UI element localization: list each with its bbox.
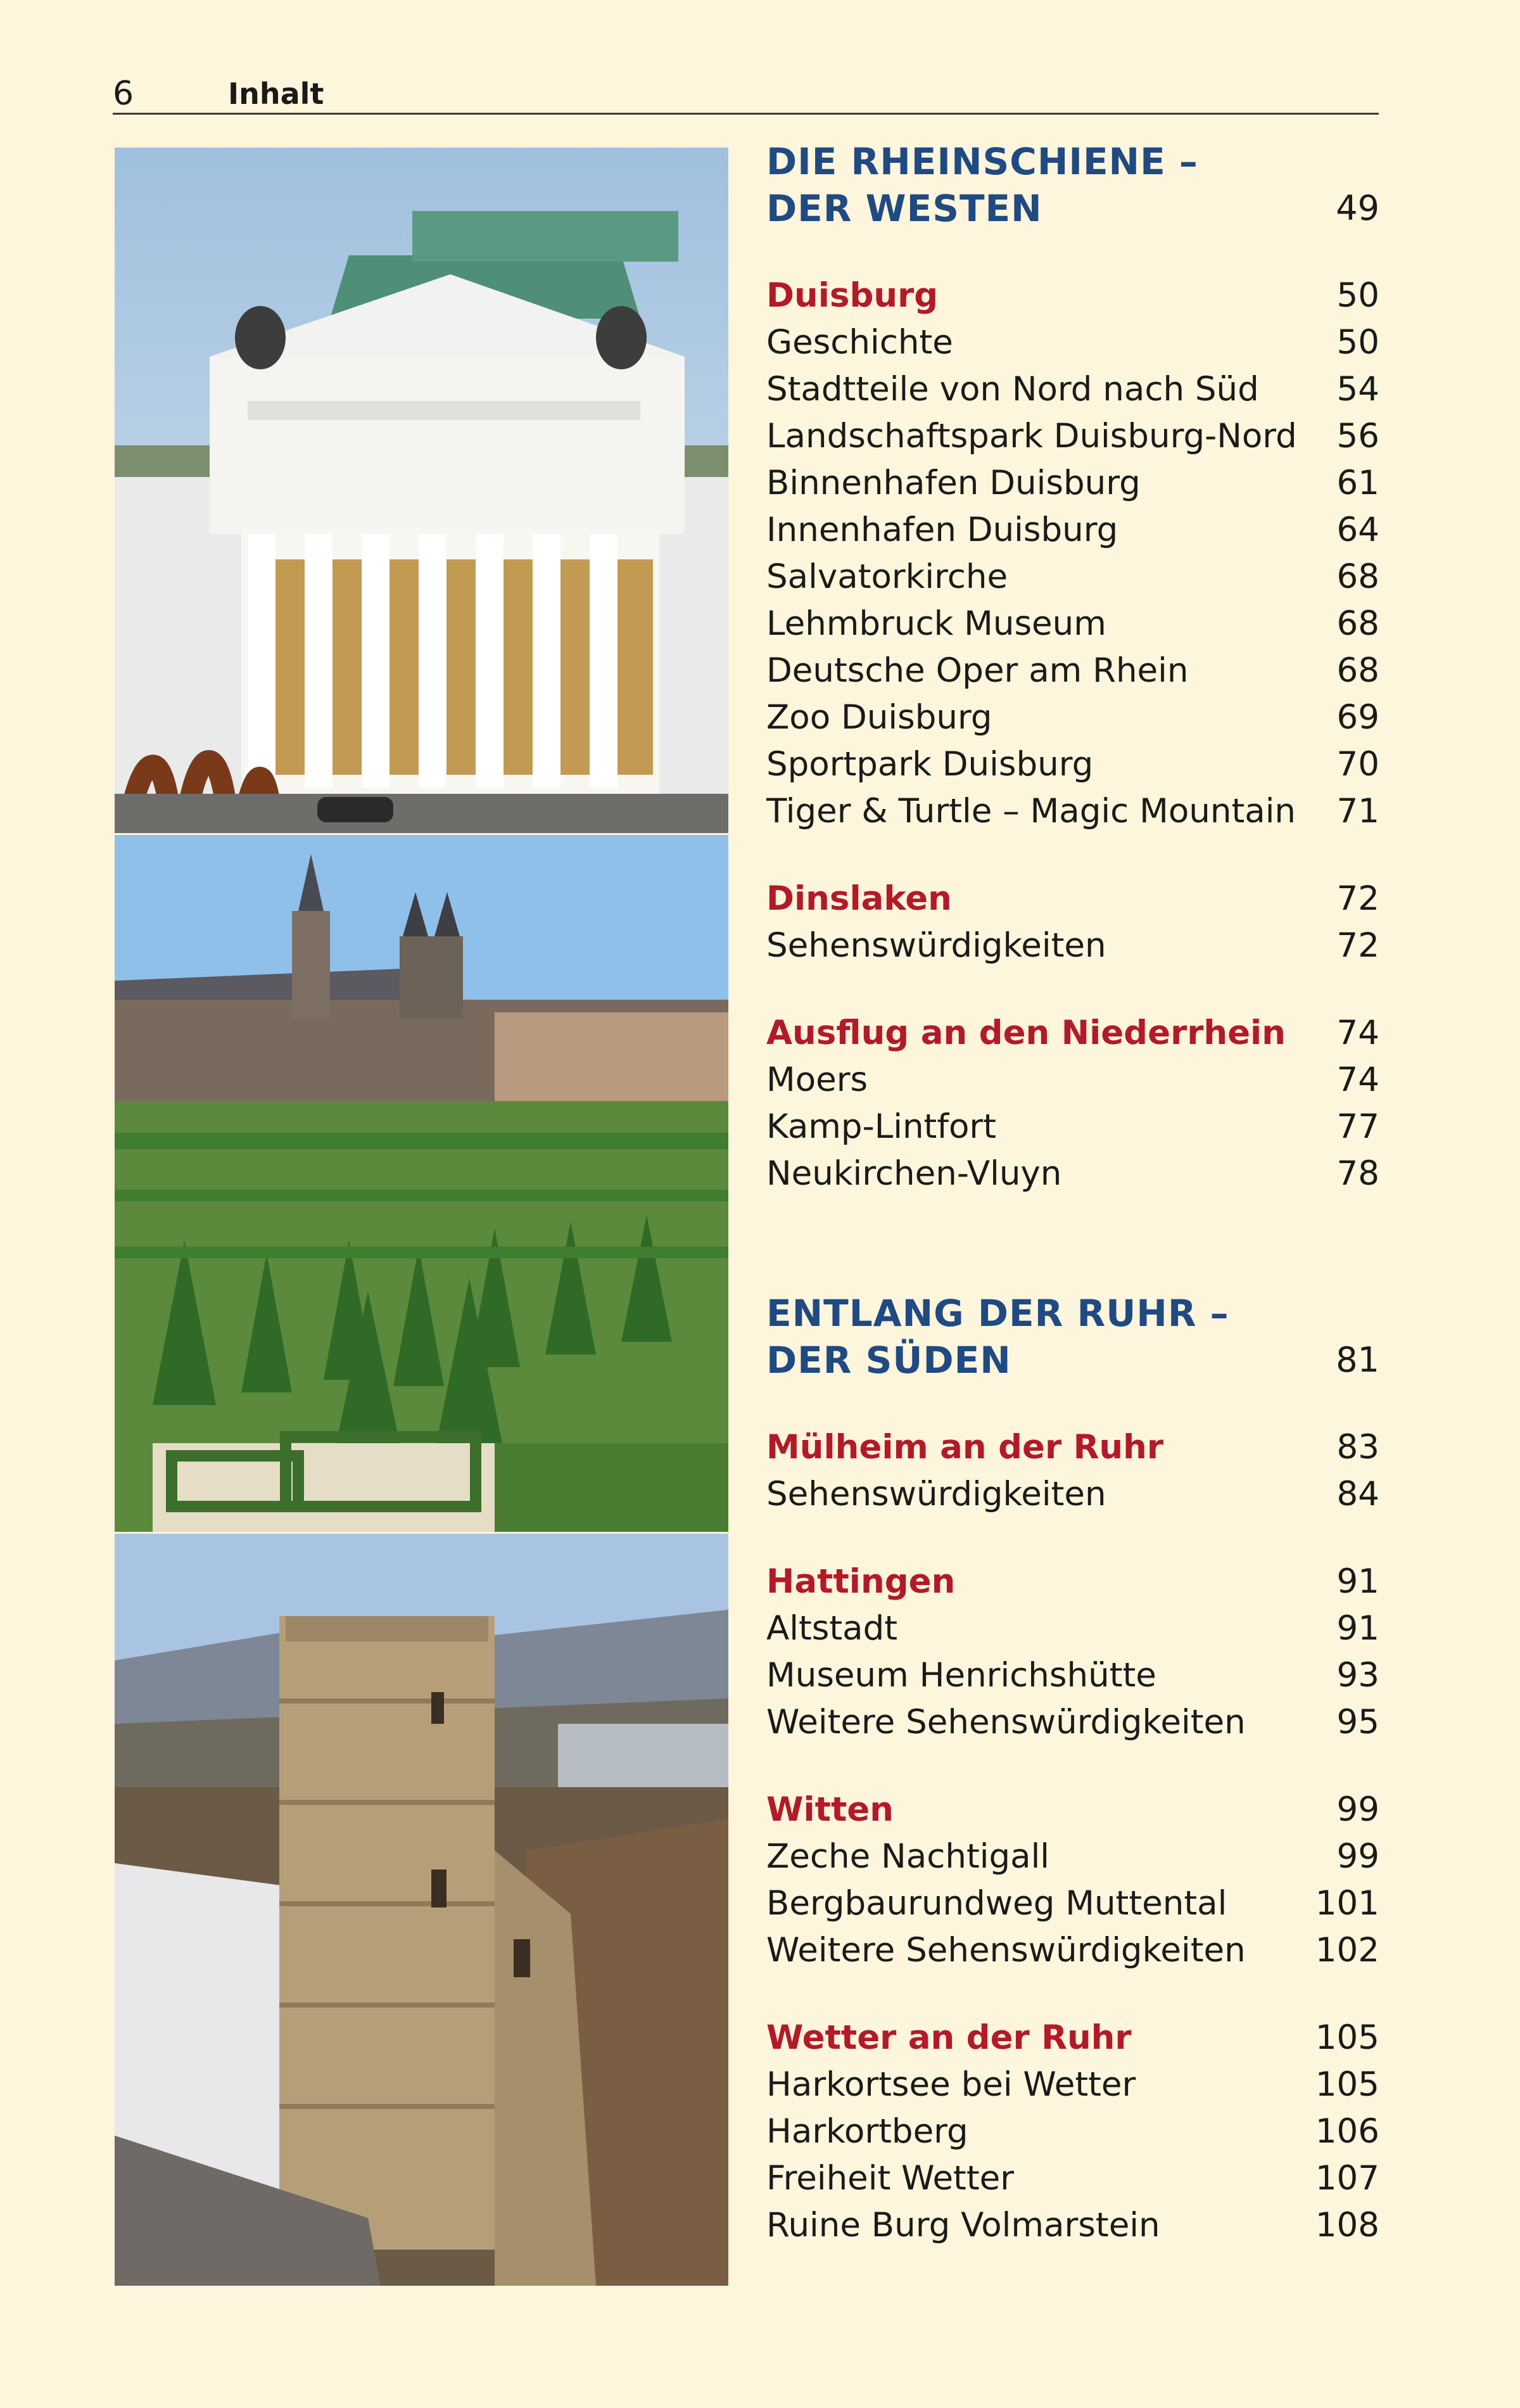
toc-entry[interactable]	[766, 1880, 1379, 1927]
entry-label: Moers	[766, 1061, 868, 1099]
page-number: 6	[113, 75, 134, 113]
entry-label: Weitere Sehenswürdigkeiten	[766, 1703, 1246, 1742]
toc-entry[interactable]	[766, 1057, 1379, 1104]
toc-chapter-entry[interactable]	[766, 876, 1379, 922]
entry-page: 71	[1336, 792, 1379, 831]
entry-page: 77	[1336, 1107, 1379, 1146]
toc-entry[interactable]	[766, 788, 1379, 835]
chapter-label: Wetter an der Ruhr	[766, 2018, 1132, 2057]
toc-entry[interactable]	[766, 554, 1379, 601]
entry-page: 61	[1336, 464, 1379, 502]
toc-entry[interactable]	[766, 366, 1379, 413]
entry-page: 95	[1336, 1703, 1379, 1742]
entry-page: 50	[1336, 323, 1379, 362]
toc-entry[interactable]	[766, 319, 1379, 366]
toc-entry[interactable]	[766, 2108, 1379, 2155]
entry-label: Neukirchen-Vluyn	[766, 1154, 1062, 1193]
entry-page: 56	[1336, 417, 1379, 455]
toc-entry[interactable]	[766, 507, 1379, 554]
section-title-line-2: DER SÜDEN	[766, 1339, 1011, 1382]
entry-label: Lehmbruck Museum	[766, 604, 1106, 643]
chapter-label: Duisburg	[766, 276, 939, 315]
toc-entry[interactable]	[766, 460, 1379, 507]
theater-building-photo	[115, 148, 728, 833]
section-rheinschiene	[766, 138, 1379, 1197]
toc-entry[interactable]	[766, 2202, 1379, 2249]
entry-page: 108	[1315, 2206, 1379, 2245]
entry-label: Innenhafen Duisburg	[766, 511, 1118, 549]
toc-entry[interactable]	[766, 2061, 1379, 2108]
chapter-page: 83	[1336, 1428, 1379, 1467]
section-heading[interactable]	[766, 138, 1379, 232]
entry-label: Sportpark Duisburg	[766, 745, 1094, 784]
toc-entry[interactable]	[766, 741, 1379, 788]
section-title-line-1: ENTLANG DER RUHR –	[766, 1292, 1229, 1335]
toc-chapter-entry[interactable]	[766, 1787, 1379, 1833]
toc-entry[interactable]	[766, 413, 1379, 460]
entry-label: Freiheit Wetter	[766, 2159, 1015, 2198]
entry-page: 69	[1336, 698, 1379, 737]
entry-page: 107	[1315, 2159, 1379, 2198]
chapter-label: Dinslaken	[766, 879, 952, 918]
entry-label: Geschichte	[766, 323, 953, 362]
entry-label: Sehenswürdigkeiten	[766, 926, 1106, 965]
entry-label: Stadtteile von Nord nach Süd	[766, 370, 1259, 409]
entry-label: Museum Henrichshütte	[766, 1656, 1156, 1695]
toc-entry[interactable]	[766, 601, 1379, 647]
entry-page: 91	[1336, 1609, 1379, 1648]
chapter-label: Witten	[766, 1790, 894, 1829]
toc-entry[interactable]	[766, 647, 1379, 694]
chapter-page: 105	[1315, 2018, 1379, 2057]
chapter-group-hattingen	[766, 1558, 1379, 1746]
chapter-label: Ausflug an den Niederrhein	[766, 1014, 1286, 1052]
entry-label: Kamp-Lintfort	[766, 1107, 996, 1146]
theater-building-illustration	[115, 148, 728, 833]
chapter-label: Hattingen	[766, 1562, 956, 1601]
chapter-page: 99	[1336, 1790, 1379, 1829]
toc-chapter-entry[interactable]	[766, 1424, 1379, 1471]
toc-entry[interactable]	[766, 1150, 1379, 1197]
entry-page: 68	[1336, 651, 1379, 690]
chapter-label: Mülheim an der Ruhr	[766, 1428, 1163, 1467]
entry-page: 93	[1336, 1656, 1379, 1695]
table-of-contents	[766, 138, 1379, 2249]
chapter-group-witten	[766, 1787, 1379, 1974]
toc-entry[interactable]	[766, 1104, 1379, 1150]
section-title-line-1: DIE RHEINSCHIENE –	[766, 140, 1198, 183]
entry-label: Tiger & Turtle – Magic Mountain	[766, 792, 1296, 831]
entry-label: Binnenhafen Duisburg	[766, 464, 1141, 502]
chapter-group-muelheim	[766, 1424, 1379, 1518]
photo-column	[115, 148, 728, 2286]
entry-label: Harkortberg	[766, 2112, 968, 2151]
chapter-page: 72	[1336, 879, 1379, 918]
chapter-page: 91	[1336, 1562, 1379, 1601]
toc-entry[interactable]	[766, 1927, 1379, 1974]
toc-entry[interactable]	[766, 1605, 1379, 1652]
chapter-group-wetter	[766, 2015, 1379, 2249]
entry-page: 70	[1336, 745, 1379, 784]
entry-page: 106	[1315, 2112, 1379, 2151]
entry-label: Landschaftspark Duisburg-Nord	[766, 417, 1297, 455]
entry-label: Harkortsee bei Wetter	[766, 2065, 1136, 2104]
entry-page: 84	[1336, 1475, 1379, 1513]
chapter-group-niederrhein	[766, 1010, 1379, 1197]
entry-label: Zoo Duisburg	[766, 698, 992, 737]
entry-page: 102	[1315, 1931, 1379, 1970]
entry-label: Weitere Sehenswürdigkeiten	[766, 1931, 1246, 1970]
castle-ruin-tower-photo	[115, 1534, 728, 2286]
entry-label: Ruine Burg Volmarstein	[766, 2206, 1160, 2245]
toc-entry[interactable]	[766, 1652, 1379, 1699]
section-page-number: 81	[1336, 1340, 1379, 1380]
terraced-garden-illustration	[115, 835, 728, 1532]
entry-page: 64	[1336, 511, 1379, 549]
entry-page: 78	[1336, 1154, 1379, 1193]
toc-entry[interactable]	[766, 1699, 1379, 1746]
header-title: Inhalt	[228, 77, 324, 111]
terraced-garden-abbey-photo	[115, 835, 728, 1532]
entry-page: 68	[1336, 557, 1379, 596]
toc-entry[interactable]	[766, 1471, 1379, 1518]
entry-label: Altstadt	[766, 1609, 898, 1648]
toc-entry[interactable]	[766, 922, 1379, 969]
chapter-group-duisburg	[766, 272, 1379, 835]
entry-page: 99	[1336, 1837, 1379, 1876]
chapter-page: 74	[1336, 1014, 1379, 1052]
section-heading[interactable]	[766, 1290, 1379, 1384]
chapter-page: 50	[1336, 276, 1379, 315]
entry-page: 72	[1336, 926, 1379, 965]
entry-page: 54	[1336, 370, 1379, 409]
section-page-number: 49	[1336, 188, 1379, 228]
entry-label: Salvatorkirche	[766, 557, 1008, 596]
entry-page: 74	[1336, 1061, 1379, 1099]
section-ruhr	[766, 1290, 1379, 2249]
entry-page: 101	[1315, 1884, 1379, 1923]
toc-chapter-entry[interactable]	[766, 272, 1379, 319]
entry-label: Sehenswürdigkeiten	[766, 1475, 1106, 1513]
toc-chapter-entry[interactable]	[766, 1558, 1379, 1605]
section-title-line-2: DER WESTEN	[766, 187, 1042, 230]
toc-entry[interactable]	[766, 1833, 1379, 1880]
entry-page: 105	[1315, 2065, 1379, 2104]
toc-chapter-entry[interactable]	[766, 2015, 1379, 2061]
entry-label: Deutsche Oper am Rhein	[766, 651, 1189, 690]
toc-chapter-entry[interactable]	[766, 1010, 1379, 1057]
entry-label: Zeche Nachtigall	[766, 1837, 1050, 1876]
castle-tower-illustration	[115, 1534, 728, 2286]
chapter-group-dinslaken	[766, 876, 1379, 969]
entry-page: 68	[1336, 604, 1379, 643]
entry-label: Bergbaurundweg Muttental	[766, 1884, 1227, 1923]
page-header	[113, 71, 1379, 115]
toc-entry[interactable]	[766, 2155, 1379, 2202]
toc-entry[interactable]	[766, 694, 1379, 741]
